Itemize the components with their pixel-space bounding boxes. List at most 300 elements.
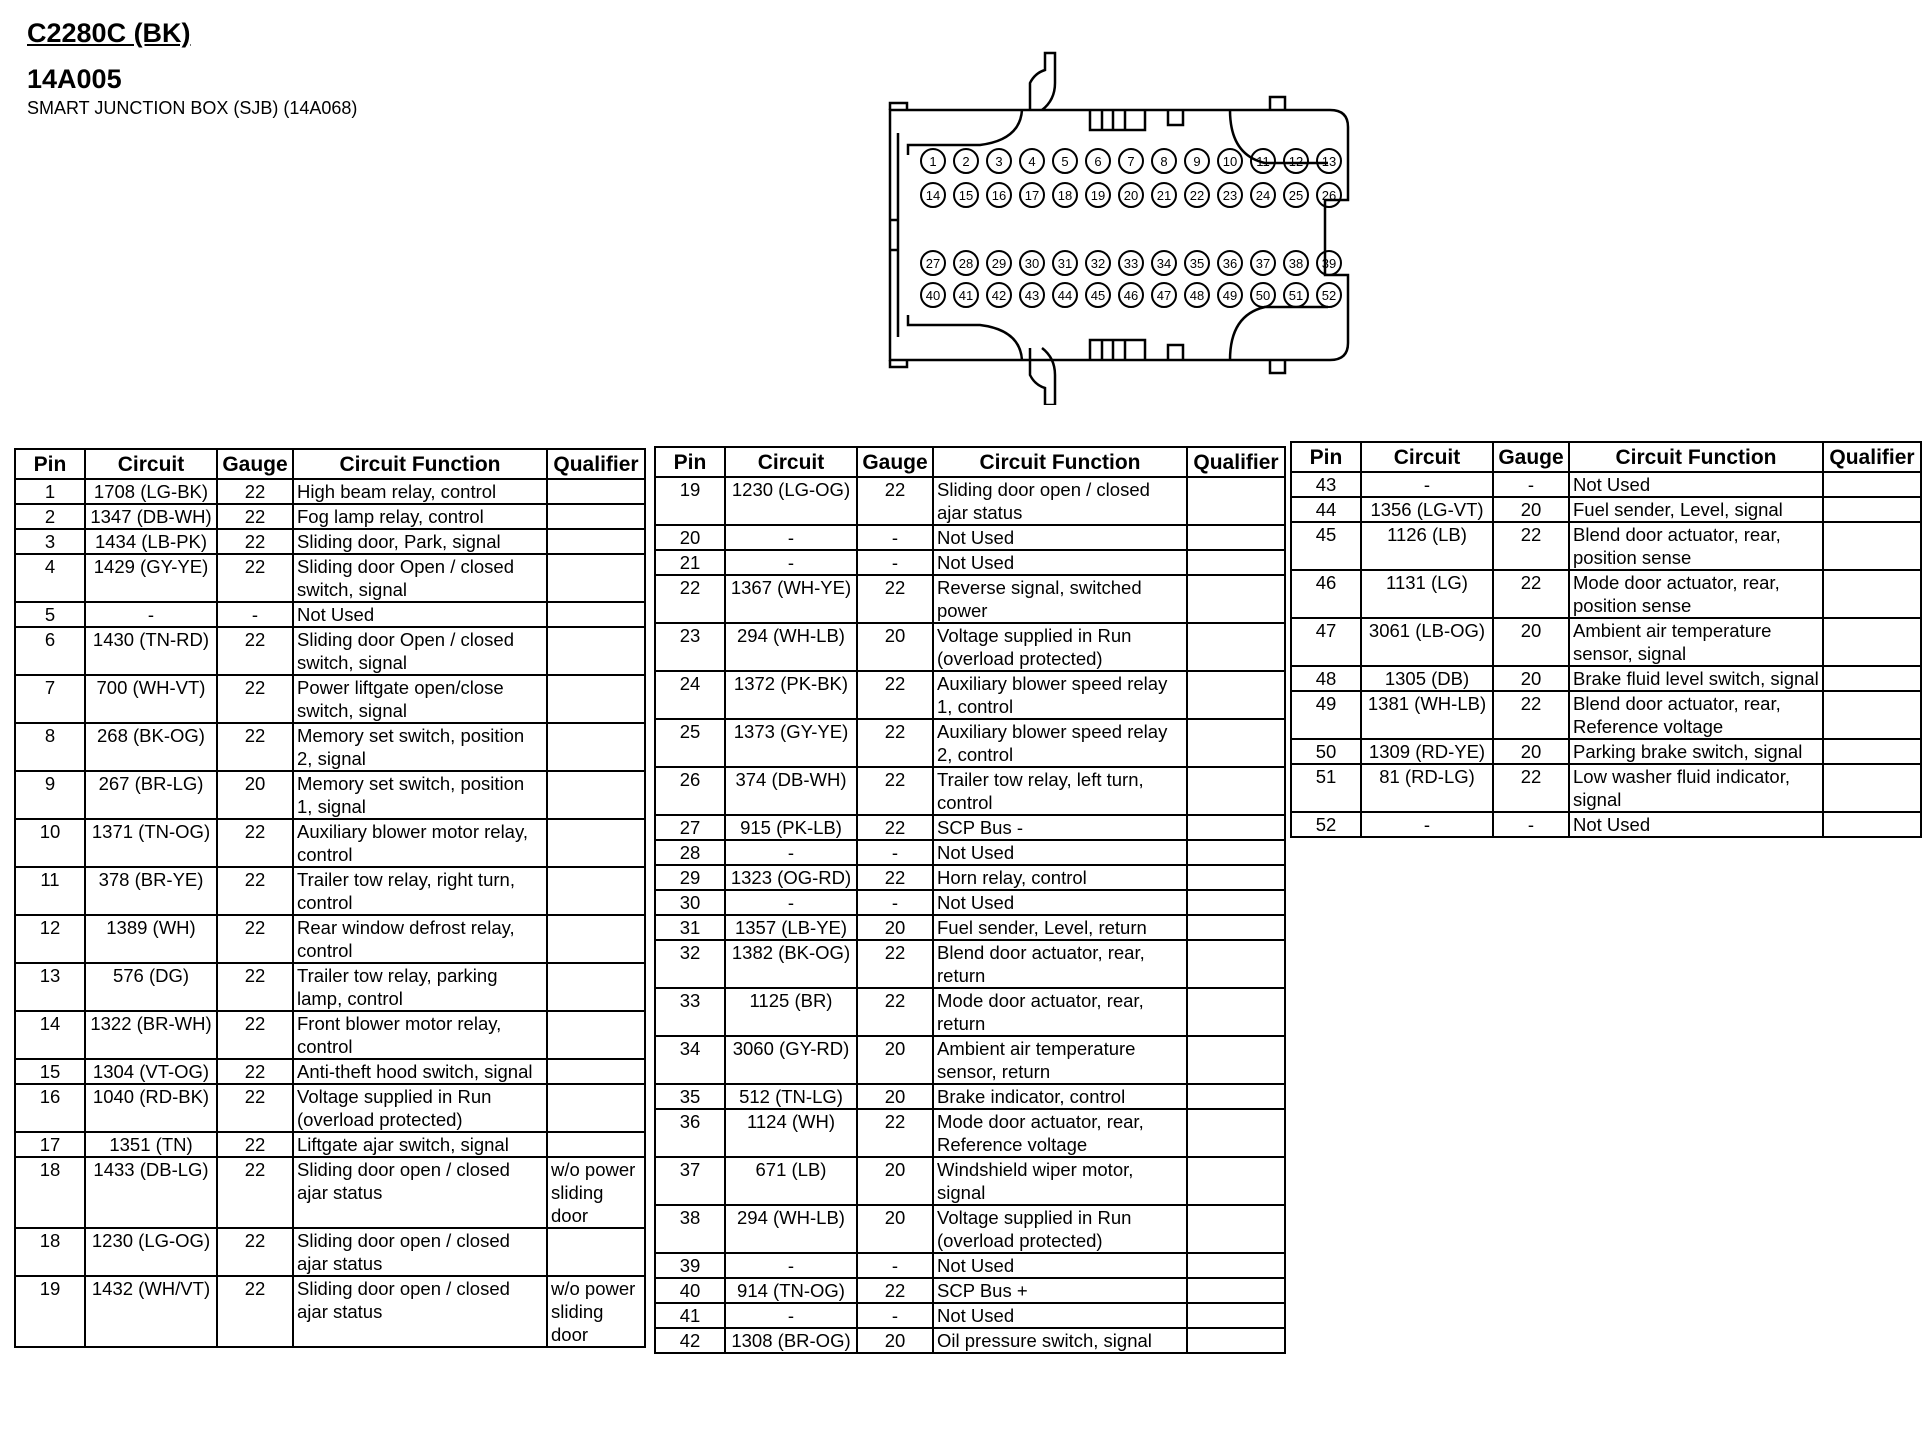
pin-cell: 39	[655, 1253, 725, 1278]
table-row	[655, 1157, 1285, 1205]
pin-label: 24	[1255, 188, 1271, 203]
pin-label: 16	[991, 188, 1007, 203]
function-cell: Blend door actuator, rear, position sense	[1569, 522, 1823, 570]
pin-cell: 32	[655, 940, 725, 988]
qualifier-cell	[547, 479, 645, 504]
pin-label: 6	[1094, 154, 1102, 169]
pin-cell: 26	[655, 767, 725, 815]
circuit-cell: 1367 (WH-YE)	[725, 575, 857, 623]
function-cell: Reverse signal, switched power	[933, 575, 1187, 623]
table-row	[1291, 497, 1921, 522]
qualifier-cell	[1187, 940, 1285, 988]
pin-label: 26	[1321, 188, 1337, 203]
function-cell: Horn relay, control	[933, 865, 1187, 890]
pin-label: 18	[1057, 188, 1073, 203]
pin-cell: 1	[15, 479, 85, 504]
table-row	[15, 675, 645, 723]
function-cell: Blend door actuator, rear, Reference voltage	[1569, 691, 1823, 739]
function-cell: Not Used	[933, 890, 1187, 915]
gauge-cell: 22	[217, 1084, 293, 1132]
pin-label: 9	[1193, 154, 1201, 169]
qualifier-cell	[1187, 1084, 1285, 1109]
pin-label: 4	[1028, 154, 1036, 169]
pin-cell: 37	[655, 1157, 725, 1205]
circuit-cell: 1126 (LB)	[1361, 522, 1493, 570]
pin-cell: 10	[15, 819, 85, 867]
table-row	[15, 819, 645, 867]
table-row	[15, 915, 645, 963]
qualifier-cell	[1823, 666, 1921, 691]
table-row	[655, 1303, 1285, 1328]
pin-label: 37	[1255, 256, 1271, 271]
pin-cell: 15	[15, 1059, 85, 1084]
gauge-cell: 22	[217, 1228, 293, 1276]
col-qualifier: Qualifier	[1823, 442, 1921, 472]
table-row	[15, 1157, 645, 1228]
circuit-cell: 1708 (LG-BK)	[85, 479, 217, 504]
qualifier-cell	[547, 963, 645, 1011]
pin-cell: 4	[15, 554, 85, 602]
qualifier-cell	[1823, 522, 1921, 570]
gauge-cell: 22	[857, 940, 933, 988]
gauge-cell: 22	[217, 479, 293, 504]
gauge-cell: 20	[1493, 618, 1569, 666]
circuit-cell: 1304 (VT-OG)	[85, 1059, 217, 1084]
function-cell: Anti-theft hood switch, signal	[293, 1059, 547, 1084]
col-gauge: Gauge	[217, 449, 293, 479]
table-row	[15, 529, 645, 554]
table-row	[655, 1205, 1285, 1253]
gauge-cell: 20	[1493, 739, 1569, 764]
function-cell: Not Used	[933, 1303, 1187, 1328]
circuit-cell: 378 (BR-YE)	[85, 867, 217, 915]
pin-label: 17	[1024, 188, 1040, 203]
circuit-cell: 1357 (LB-YE)	[725, 915, 857, 940]
pin-label: 42	[991, 288, 1007, 303]
pin-cell: 25	[655, 719, 725, 767]
table-row	[655, 1253, 1285, 1278]
table-row	[655, 940, 1285, 988]
qualifier-cell	[1823, 570, 1921, 618]
function-cell: Voltage supplied in Run (overload protected)	[933, 623, 1187, 671]
function-cell: Low washer fluid indicator, signal	[1569, 764, 1823, 812]
circuit-cell: -	[1361, 812, 1493, 837]
function-cell: SCP Bus +	[933, 1278, 1187, 1303]
qualifier-cell	[547, 627, 645, 675]
pin-cell: 44	[1291, 497, 1361, 522]
table-row	[1291, 764, 1921, 812]
gauge-cell: 20	[857, 915, 933, 940]
pin-label: 11	[1256, 154, 1270, 169]
function-cell: Fuel sender, Level, return	[933, 915, 1187, 940]
pin-cell: 42	[655, 1328, 725, 1353]
pin-cell: 3	[15, 529, 85, 554]
qualifier-cell	[1187, 815, 1285, 840]
function-cell: Blend door actuator, rear, return	[933, 940, 1187, 988]
pin-label: 40	[925, 288, 941, 303]
function-cell: Fuel sender, Level, signal	[1569, 497, 1823, 522]
pin-label: 47	[1156, 288, 1172, 303]
gauge-cell: 22	[857, 575, 933, 623]
function-cell: Brake fluid level switch, signal	[1569, 666, 1823, 691]
gauge-cell: 22	[217, 819, 293, 867]
pin-cell: 24	[655, 671, 725, 719]
table-row	[655, 525, 1285, 550]
function-cell: Not Used	[1569, 812, 1823, 837]
pin-label: 43	[1024, 288, 1040, 303]
qualifier-cell	[1187, 1328, 1285, 1353]
pin-cell: 18	[15, 1157, 85, 1228]
function-cell: Trailer tow relay, left turn, control	[933, 767, 1187, 815]
qualifier-cell	[1823, 739, 1921, 764]
qualifier-cell	[1823, 812, 1921, 837]
pin-cell: 48	[1291, 666, 1361, 691]
qualifier-cell	[547, 602, 645, 627]
qualifier-cell	[547, 1059, 645, 1084]
qualifier-cell	[1187, 865, 1285, 890]
function-cell: Not Used	[933, 525, 1187, 550]
pin-label: 50	[1255, 288, 1271, 303]
gauge-cell: 20	[857, 623, 933, 671]
circuit-cell: 700 (WH-VT)	[85, 675, 217, 723]
pin-label: 28	[958, 256, 974, 271]
gauge-cell: -	[857, 840, 933, 865]
gauge-cell: -	[857, 525, 933, 550]
gauge-cell: -	[857, 550, 933, 575]
circuit-cell: 1347 (DB-WH)	[85, 504, 217, 529]
gauge-cell: 20	[857, 1084, 933, 1109]
qualifier-cell	[1823, 497, 1921, 522]
pin-label: 19	[1090, 188, 1106, 203]
pin-label: 33	[1123, 256, 1139, 271]
gauge-cell: -	[1493, 812, 1569, 837]
table-row	[655, 671, 1285, 719]
function-cell: Sliding door open / closed ajar status	[933, 477, 1187, 525]
function-cell: Not Used	[933, 840, 1187, 865]
table-row	[655, 1084, 1285, 1109]
function-cell: Ambient air temperature sensor, signal	[1569, 618, 1823, 666]
connector-title: C2280C (BK)	[27, 18, 191, 48]
circuit-cell: 1372 (PK-BK)	[725, 671, 857, 719]
pin-cell: 13	[15, 963, 85, 1011]
table-row	[15, 627, 645, 675]
table-row	[15, 1228, 645, 1276]
table-row	[15, 723, 645, 771]
pin-label: 3	[995, 154, 1003, 169]
qualifier-cell	[547, 1084, 645, 1132]
circuit-cell: 1131 (LG)	[1361, 570, 1493, 618]
function-cell: Mode door actuator, rear, return	[933, 988, 1187, 1036]
pin-label: 8	[1160, 154, 1168, 169]
table-row	[655, 1328, 1285, 1353]
function-cell: Voltage supplied in Run (overload protected)	[293, 1084, 547, 1132]
circuit-cell: 81 (RD-LG)	[1361, 764, 1493, 812]
qualifier-cell	[1187, 719, 1285, 767]
pin-label: 7	[1127, 154, 1135, 169]
pin-cell: 22	[655, 575, 725, 623]
circuit-cell: 671 (LB)	[725, 1157, 857, 1205]
col-qualifier: Qualifier	[1187, 447, 1285, 477]
col-pin: Pin	[1291, 442, 1361, 472]
gauge-cell: 22	[857, 767, 933, 815]
pin-cell: 20	[655, 525, 725, 550]
table-row	[1291, 522, 1921, 570]
pin-cell: 38	[655, 1205, 725, 1253]
circuit-cell: 1309 (RD-YE)	[1361, 739, 1493, 764]
gauge-cell: 22	[217, 1157, 293, 1228]
pin-label: 14	[925, 188, 941, 203]
table-row	[655, 865, 1285, 890]
gauge-cell: -	[857, 1253, 933, 1278]
circuit-cell: 267 (BR-LG)	[85, 771, 217, 819]
pin-cell: 51	[1291, 764, 1361, 812]
pin-cell: 5	[15, 602, 85, 627]
table-row	[1291, 691, 1921, 739]
table-row	[655, 719, 1285, 767]
pin-cell: 41	[655, 1303, 725, 1328]
gauge-cell: 22	[1493, 691, 1569, 739]
circuit-cell: 512 (TN-LG)	[725, 1084, 857, 1109]
col-pin: Pin	[15, 449, 85, 479]
gauge-cell: -	[857, 1303, 933, 1328]
gauge-cell: 22	[857, 988, 933, 1036]
gauge-cell: 22	[217, 675, 293, 723]
qualifier-cell	[547, 1228, 645, 1276]
pin-cell: 36	[655, 1109, 725, 1157]
gauge-cell: 22	[217, 867, 293, 915]
pinout-table-2	[654, 446, 1286, 1354]
gauge-cell: 22	[217, 529, 293, 554]
table-row	[15, 1011, 645, 1059]
qualifier-cell	[1823, 691, 1921, 739]
col-function: Circuit Function	[1569, 442, 1823, 472]
qualifier-cell	[1187, 840, 1285, 865]
function-cell: Sliding door open / closed ajar status	[293, 1276, 547, 1347]
circuit-cell: 1124 (WH)	[725, 1109, 857, 1157]
gauge-cell: 22	[857, 1109, 933, 1157]
table-row	[15, 1059, 645, 1084]
function-cell: Mode door actuator, rear, Reference voltage	[933, 1109, 1187, 1157]
pin-cell: 33	[655, 988, 725, 1036]
function-cell: Memory set switch, position 2, signal	[293, 723, 547, 771]
pin-label: 38	[1288, 256, 1304, 271]
pin-label: 23	[1222, 188, 1238, 203]
pin-cell: 14	[15, 1011, 85, 1059]
pin-cell: 46	[1291, 570, 1361, 618]
circuit-cell: 1430 (TN-RD)	[85, 627, 217, 675]
gauge-cell: 22	[217, 504, 293, 529]
pin-label: 25	[1288, 188, 1304, 203]
col-function: Circuit Function	[293, 449, 547, 479]
qualifier-cell	[1187, 1278, 1285, 1303]
function-cell: Trailer tow relay, right turn, control	[293, 867, 547, 915]
pin-label: 1	[929, 154, 937, 169]
qualifier-cell	[547, 529, 645, 554]
circuit-cell: 1429 (GY-YE)	[85, 554, 217, 602]
function-cell: Trailer tow relay, parking lamp, control	[293, 963, 547, 1011]
pin-label: 31	[1057, 256, 1073, 271]
pin-label: 34	[1156, 256, 1172, 271]
connector-face-diagram	[870, 45, 1450, 405]
pin-cell: 35	[655, 1084, 725, 1109]
pin-cell: 2	[15, 504, 85, 529]
circuit-cell: 1322 (BR-WH)	[85, 1011, 217, 1059]
function-cell: Auxiliary blower speed relay 2, control	[933, 719, 1187, 767]
circuit-cell: 1308 (BR-OG)	[725, 1328, 857, 1353]
circuit-cell: 1040 (RD-BK)	[85, 1084, 217, 1132]
gauge-cell: 22	[217, 1011, 293, 1059]
pin-label: 20	[1123, 188, 1139, 203]
qualifier-cell	[1823, 472, 1921, 497]
table-row	[15, 867, 645, 915]
circuit-cell: 1371 (TN-OG)	[85, 819, 217, 867]
pin-label: 39	[1321, 256, 1337, 271]
pinout-table-1	[14, 448, 646, 1348]
qualifier-cell	[1187, 671, 1285, 719]
pin-label: 44	[1057, 288, 1073, 303]
pin-cell: 6	[15, 627, 85, 675]
pin-cell: 31	[655, 915, 725, 940]
qualifier-cell: w/o power sliding door	[547, 1276, 645, 1347]
gauge-cell: 22	[857, 1278, 933, 1303]
pin-label: 2	[962, 154, 970, 169]
pin-label: 41	[958, 288, 974, 303]
pin-cell: 8	[15, 723, 85, 771]
table-row	[15, 771, 645, 819]
circuit-cell: 374 (DB-WH)	[725, 767, 857, 815]
qualifier-cell	[1187, 477, 1285, 525]
pin-cell: 21	[655, 550, 725, 575]
function-cell: Rear window defrost relay, control	[293, 915, 547, 963]
part-number: 14A005	[27, 64, 122, 94]
qualifier-cell	[1823, 618, 1921, 666]
circuit-cell: 1230 (LG-OG)	[85, 1228, 217, 1276]
gauge-cell: 22	[217, 627, 293, 675]
function-cell: Not Used	[293, 602, 547, 627]
qualifier-cell	[547, 554, 645, 602]
table-row	[655, 767, 1285, 815]
table-row	[15, 1084, 645, 1132]
function-cell: Sliding door, Park, signal	[293, 529, 547, 554]
qualifier-cell	[547, 771, 645, 819]
circuit-cell: 3061 (LB-OG)	[1361, 618, 1493, 666]
gauge-cell: 20	[857, 1328, 933, 1353]
col-circuit: Circuit	[1361, 442, 1493, 472]
gauge-cell: 20	[857, 1157, 933, 1205]
function-cell: Not Used	[933, 1253, 1187, 1278]
pin-label: 30	[1024, 256, 1040, 271]
function-cell: Windshield wiper motor, signal	[933, 1157, 1187, 1205]
qualifier-cell	[1187, 525, 1285, 550]
function-cell: Sliding door open / closed ajar status	[293, 1228, 547, 1276]
circuit-cell: 1125 (BR)	[725, 988, 857, 1036]
table-row	[655, 890, 1285, 915]
gauge-cell: 20	[857, 1036, 933, 1084]
circuit-cell: -	[725, 1303, 857, 1328]
function-cell: Sliding door open / closed ajar status	[293, 1157, 547, 1228]
table-row	[15, 1276, 645, 1347]
table-row	[15, 1132, 645, 1157]
function-cell: Sliding door Open / closed switch, signal	[293, 554, 547, 602]
component-description: SMART JUNCTION BOX (SJB) (14A068)	[27, 98, 358, 118]
qualifier-cell	[1187, 623, 1285, 671]
table-row	[1291, 812, 1921, 837]
circuit-cell: -	[1361, 472, 1493, 497]
table-row	[15, 479, 645, 504]
qualifier-cell	[1187, 550, 1285, 575]
qualifier-cell	[1823, 764, 1921, 812]
pin-cell: 9	[15, 771, 85, 819]
col-qualifier: Qualifier	[547, 449, 645, 479]
gauge-cell: 22	[857, 719, 933, 767]
table-row	[15, 963, 645, 1011]
function-cell: High beam relay, control	[293, 479, 547, 504]
table-row	[15, 504, 645, 529]
gauge-cell: 22	[857, 865, 933, 890]
circuit-cell: 1382 (BK-OG)	[725, 940, 857, 988]
pin-label: 32	[1090, 256, 1106, 271]
pin-cell: 52	[1291, 812, 1361, 837]
qualifier-cell	[1187, 890, 1285, 915]
table-row	[15, 602, 645, 627]
table-row	[655, 623, 1285, 671]
qualifier-cell	[547, 819, 645, 867]
circuit-cell: 1323 (OG-RD)	[725, 865, 857, 890]
pin-cell: 30	[655, 890, 725, 915]
qualifier-cell	[1187, 1253, 1285, 1278]
qualifier-cell	[1187, 1303, 1285, 1328]
pin-label: 13	[1321, 154, 1337, 169]
gauge-cell: 20	[217, 771, 293, 819]
gauge-cell: 22	[857, 815, 933, 840]
pin-cell: 45	[1291, 522, 1361, 570]
gauge-cell: 22	[1493, 522, 1569, 570]
function-cell: Mode door actuator, rear, position sense	[1569, 570, 1823, 618]
pin-cell: 12	[15, 915, 85, 963]
gauge-cell: 22	[217, 915, 293, 963]
pin-cell: 27	[655, 815, 725, 840]
qualifier-cell	[547, 723, 645, 771]
circuit-cell: 915 (PK-LB)	[725, 815, 857, 840]
pin-cell: 11	[15, 867, 85, 915]
pin-cell: 34	[655, 1036, 725, 1084]
pin-cell: 19	[15, 1276, 85, 1347]
pin-label: 46	[1123, 288, 1139, 303]
pin-cell: 47	[1291, 618, 1361, 666]
function-cell: Voltage supplied in Run (overload protected)	[933, 1205, 1187, 1253]
circuit-cell: -	[725, 840, 857, 865]
pin-cell: 50	[1291, 739, 1361, 764]
circuit-cell: -	[85, 602, 217, 627]
pin-label: 36	[1222, 256, 1238, 271]
circuit-cell: 576 (DG)	[85, 963, 217, 1011]
pin-cell: 49	[1291, 691, 1361, 739]
circuit-cell: 1373 (GY-YE)	[725, 719, 857, 767]
function-cell: Not Used	[933, 550, 1187, 575]
table-row	[655, 815, 1285, 840]
table-row	[655, 915, 1285, 940]
circuit-cell: 914 (TN-OG)	[725, 1278, 857, 1303]
circuit-cell: 1434 (LB-PK)	[85, 529, 217, 554]
pin-label: 5	[1061, 154, 1069, 169]
gauge-cell: 22	[217, 723, 293, 771]
qualifier-cell	[547, 1132, 645, 1157]
gauge-cell: -	[217, 602, 293, 627]
circuit-cell: 1230 (LG-OG)	[725, 477, 857, 525]
function-cell: Auxiliary blower motor relay, control	[293, 819, 547, 867]
table-row	[655, 1278, 1285, 1303]
col-circuit: Circuit	[85, 449, 217, 479]
